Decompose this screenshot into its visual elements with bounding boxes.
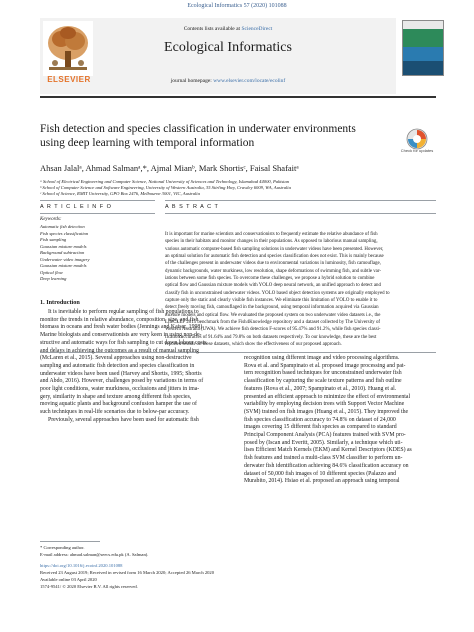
homepage-prefix: journal homepage: — [170, 78, 214, 84]
abstract-line: iations between some fish species. To overcome these challenges, we propose a hybrid solution to combine — [165, 276, 375, 282]
abstract-line: mixture models and optical flow. We evaluated the proposed system on two underwater video datasets i.e., the — [165, 312, 381, 318]
affiliation-b: ᵇ School of Computer Science and Software Engineering, University of Western Australia, 35 Stirling Hwy, Crawley 6009, WA, Australia — [40, 185, 291, 190]
abstract-line: dynamic backgrounds, water murkiness, low resolution, shape deformations of swimming fish, and subtle var- — [165, 268, 381, 274]
keyword: Gaussian mixture models — [40, 243, 87, 249]
copyright-line: 1574-9541/ © 2020 Elsevier B.V. All rights reserved. — [40, 584, 138, 589]
elsevier-tree-logo — [43, 21, 93, 76]
contents-line — [98, 26, 358, 32]
body-line: Marine biologists and conservationists are very keen in using non-de- — [40, 332, 202, 339]
body-line: fish species classification accuracy to 74.8% on dataset of 24,000 — [244, 416, 396, 423]
publisher-name: ELSEVIER — [47, 75, 91, 84]
contents-prefix: Contents lists available at — [183, 26, 242, 32]
body-line: lises Efficient Match Kernels (EKM) and Kernel Descriptors (KDES) as — [244, 447, 412, 454]
abstract-heading: A B S T R A C T — [165, 204, 219, 210]
body-line: images covering 15 different fish species as compared to standard — [244, 424, 397, 431]
body-line: (SVM) trained on fish images (Huang et al., 2015). They improved the — [244, 408, 409, 415]
body-line: (McLaren et al., 2015). Several approaches using non-destructive — [40, 355, 192, 362]
body-line: and delays in achieving the outcomes as a result of manual sampling — [40, 347, 199, 354]
keyword: Underwater video imagery — [40, 256, 90, 262]
received-dates: Received 23 August 2019; Received in revised form 16 March 2020; Accepted 26 March 2020 — [40, 570, 215, 575]
abstract-line: reported results on these datasets, which show the effectiveness of our proposed approach. — [165, 342, 342, 348]
abstract-rule-top — [165, 200, 436, 201]
corresponding-author-note: * Corresponding author. — [40, 545, 85, 550]
body-line: recognition using different image and video processing algorithms. — [244, 355, 400, 361]
keyword: Gaussian mixture models — [40, 263, 87, 268]
body-line: variability by employing decision trees with Support Vector Machine — [244, 401, 405, 408]
homepage-link[interactable]: www.elsevier.com/locate/ecolinf — [213, 78, 286, 84]
body-line: underwater videos have been used (Harvey and Shortis, 1995; Shortis — [40, 370, 202, 377]
body-line: structive and automatic ways for fish sampling to cut down labour costs — [40, 339, 207, 346]
doi-url[interactable]: https://doi.org/10.1016/j.ecoinf.2020.101088 — [40, 563, 123, 568]
body-line: It is inevitable to perform regular sampling of fish populations to — [48, 309, 199, 315]
body-line: classification by capturing the scale texture patterns and fish outline — [244, 378, 402, 385]
body-line: fish features and trained a multi-class SVM classifier to perform un- — [244, 455, 403, 462]
keyword: Fish sampling — [40, 237, 67, 242]
keyword: Automatic fish detection — [40, 224, 85, 229]
abstract-line: It is important for marine scientists and conservationists to frequently estimate the relative abundance of fish — [165, 232, 378, 237]
body-line: derwater fish identification achieving 84.6% classification accuracy on — [244, 462, 409, 469]
journal-homepage — [98, 78, 358, 84]
body-line: features (Rova et al., 2007; Spampinato et al., 2010). Huang et al. — [244, 385, 397, 392]
body-line: dataset of 50,000 fish images of 10 different species (Palazzo and — [244, 470, 397, 477]
body-line: tern recognition based techniques for unconstrained underwater fish — [244, 370, 402, 377]
email-note: E-mail address: ahmad.salman@seecs.edu.pk (A. Salman). — [40, 552, 149, 557]
keyword: Background subtraction — [40, 250, 85, 255]
check-for-updates-label[interactable]: Check for updates — [400, 148, 434, 153]
abstract-line: Western Australia (UWA). We achieve fish detection F-scores of 95.47% and 91.2%, while fish species classi- — [165, 327, 381, 333]
body-line: sampling and automatic fish detection and species classification in — [40, 362, 195, 369]
footnote-rule — [40, 541, 100, 542]
abstract-line: various automatic computer-based fish sampling solutions in underwater videos have been presented. However, — [165, 246, 384, 252]
abstract-rule — [165, 213, 436, 214]
body-line: posed by (Iscan and Everitt, 2005). Similarly, a technique which uti- — [244, 439, 403, 446]
abstract-line: LifeCLEF 2015 benchmark from the Fish4Knowledge repository and a dataset collected by The University of — [165, 320, 381, 326]
right-column — [244, 355, 436, 486]
abstract-line: classify fish in unconstrained underwater videos. YOLO based object detection systems are originally employed to — [165, 290, 390, 296]
journal-title: Ecological Informatics — [164, 40, 292, 55]
body-line: moving aquatic plants and background confusion hamper the use of — [40, 401, 197, 408]
article-info-rule — [40, 213, 155, 214]
abstract-line: of the challenges present in underwater videos due to environmental variations in luminosity, fish camouflage, — [165, 261, 381, 267]
body-line: poor light conditions, water murkiness, occlusions and jitters in ima- — [40, 386, 200, 393]
abstract-line: fication accuracies of 91.64% and 79.8% on both datasets respectively. To our knowledge, these are the best — [165, 334, 377, 340]
body-line: such techniques in real-life scenarios due to below-par accuracy. — [40, 409, 190, 416]
section-heading: 1. Introduction — [40, 299, 80, 306]
available-online: Available online 03 April 2020 — [40, 577, 97, 582]
abstract-line: optical flow and Gaussian mixture models with YOLO deep neural network, an unified approach to detect and — [165, 283, 381, 289]
article-info-heading: A R T I C L E I N F O — [40, 204, 112, 210]
author-list: Ahsan Jalalᵃ, Ahmad Salmanᵃ,*, Ajmal Mianᵇ, Mark Shortisᶜ, Faisal Shafaitᵃ — [40, 163, 299, 173]
paper-title: Fish detection and species classification in underwater environments using deep learning with temporal information — [40, 123, 356, 149]
body-line: Principal Component Analysis (PCA) features trained with SVM pro- — [244, 432, 406, 439]
affiliation-a: ᵃ School of Electrical Engineering and Computer Science, National University of Sciences and Technology, Islamabad 44000, Pakistan — [40, 179, 290, 184]
affiliation-c: ᶜ School of Science, RMIT University, GPO Box 2476, Melbourne 3001, VIC, Australia — [40, 191, 200, 196]
body-line: monitor the trends in relative abundance, composition, size, and fish — [40, 316, 199, 323]
body-line: and Abdo, 2016). However, challenges posed by variations in terms of — [40, 378, 204, 385]
keyword: Optical flow — [40, 269, 63, 275]
doi-link[interactable] — [40, 563, 122, 569]
body-line: Murabito, 2014). Hsiao et al. proposed an approach using temporal — [244, 478, 400, 485]
header-rule — [40, 96, 436, 98]
body-line: presented an efficient approach to minimize the effect of environmental — [244, 393, 411, 400]
abstract-line: an optimal solution for automatic fish detection and species classification does not exist. This is mainly because — [165, 254, 384, 260]
check-for-updates-icon[interactable] — [404, 128, 430, 150]
abstract-line: detect freely moving fish, camouflaged in the background, using temporal information acquired via Gaussian — [165, 305, 379, 311]
left-column — [40, 309, 232, 425]
abstract-line: capture only the static and clearly visible fish instances. We eliminate this limitation of YOLO to enable it to — [165, 298, 378, 304]
journal-reference: Ecological Informatics 57 (2020) 101088 — [187, 3, 287, 9]
body-line: Previously, several approaches have been used for automatic fish — [48, 416, 199, 423]
body-line: gery, similarity in shape and texture among different fish species, — [40, 393, 192, 400]
body-line: biomass in oceans and fresh water bodies (Jennings and Kaiser, 1998). — [40, 324, 204, 331]
abstract-line: species in their habitats and monitor changes in their populations. As opposed to laborious manual sampling, — [165, 239, 378, 245]
keyword: Fish species classification — [40, 230, 89, 236]
sciencedirect-link[interactable]: ScienceDirect — [241, 26, 273, 32]
keywords-heading: Keywords: — [40, 217, 62, 222]
journal-cover-image — [402, 20, 444, 76]
body-line: Rova et al. and Spampinato et al. proposed image processing and pat- — [244, 362, 406, 369]
article-info-rule-top — [40, 200, 155, 201]
keyword: Deep learning — [40, 276, 67, 281]
